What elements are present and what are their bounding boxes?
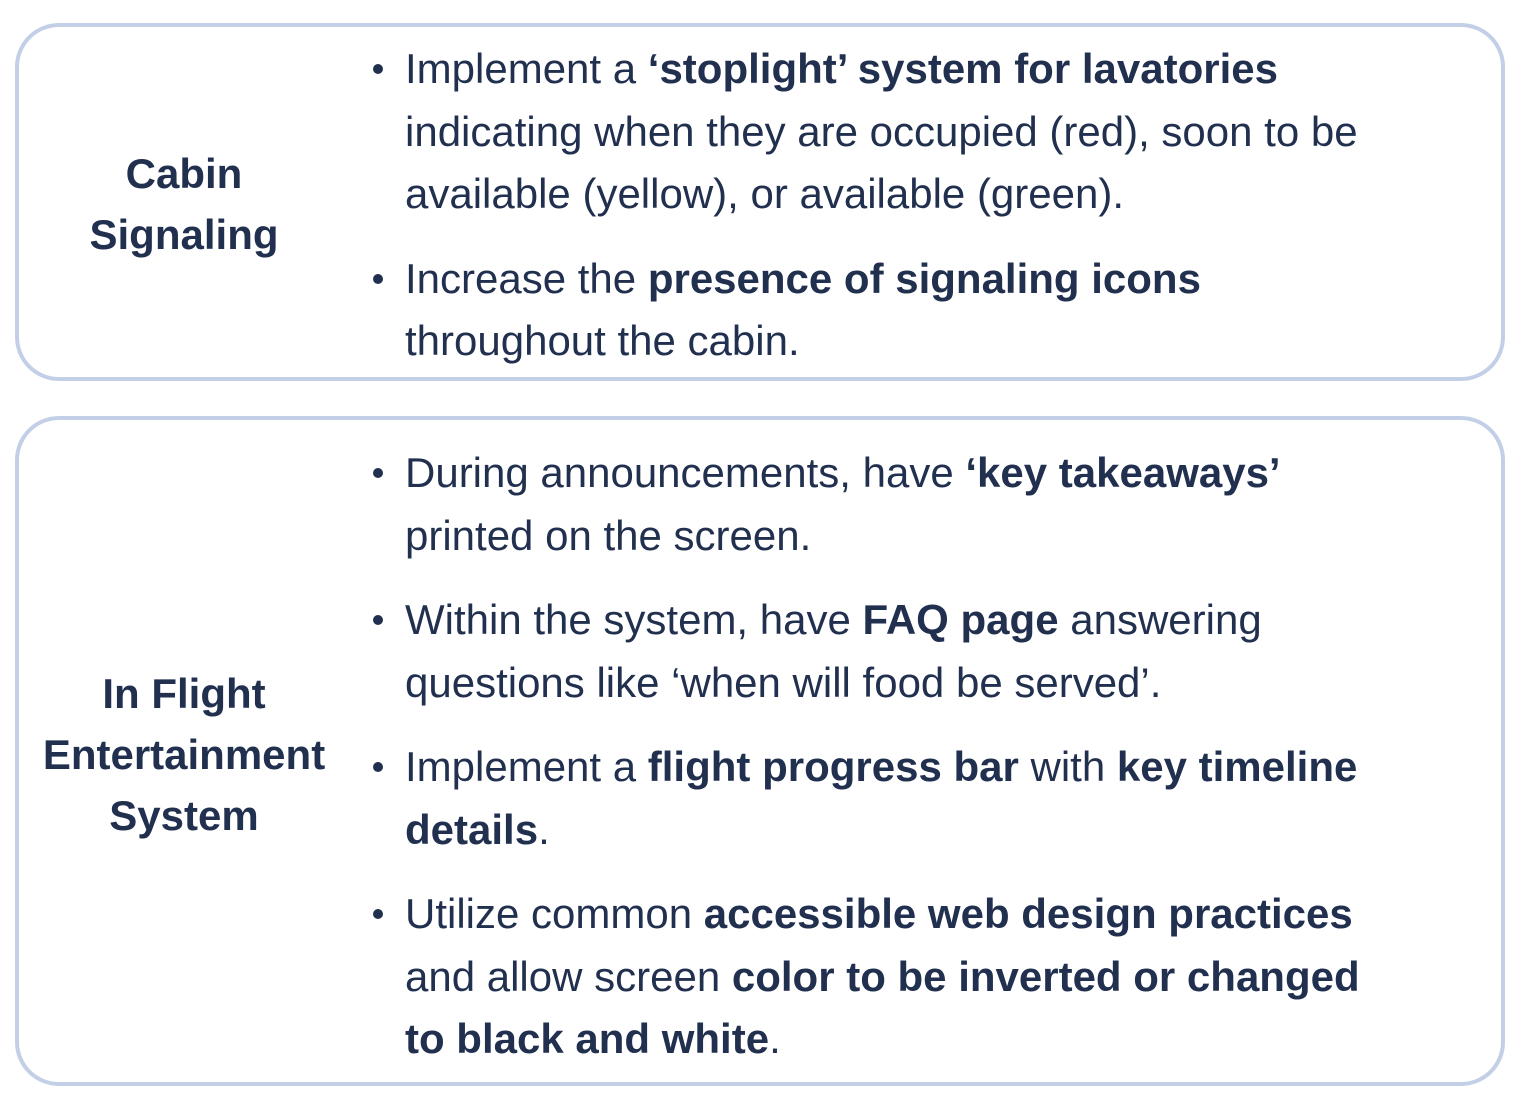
text-run: Implement a xyxy=(405,45,648,92)
card-title xyxy=(19,663,349,846)
bold-text-run: presence of signaling icons xyxy=(647,254,1201,302)
bullet-line xyxy=(405,799,1477,862)
bullet-list xyxy=(367,38,1477,373)
bullet-list xyxy=(367,442,1477,1071)
bullet-line xyxy=(405,310,1477,373)
bold-text-run: accessible web design practices xyxy=(703,890,1353,937)
text-run: . xyxy=(538,805,550,853)
bullet-line xyxy=(405,248,1477,311)
bullet-line xyxy=(405,883,1477,946)
bullet-item xyxy=(367,736,1477,861)
bullet-line xyxy=(405,505,1477,568)
bullet-item xyxy=(367,883,1477,1071)
bold-text-run: ‘stoplight’ system for lavatories xyxy=(647,45,1278,92)
text-run: Implement a xyxy=(405,743,648,790)
text-run: indicating when they are occupied (red), soon to be xyxy=(405,107,1358,155)
title-line: Cabin xyxy=(125,150,243,197)
bold-text-run: FAQ page xyxy=(862,596,1059,643)
bold-text-run: color to be inverted or changed xyxy=(731,952,1360,1000)
bullet-item xyxy=(367,248,1477,373)
text-run: answering xyxy=(1058,596,1262,643)
bold-text-run: key timeline xyxy=(1116,743,1358,790)
bullet-dot-icon xyxy=(373,615,383,625)
bullet-dot-icon xyxy=(373,274,383,284)
bullet-line xyxy=(405,38,1477,101)
bold-text-run: flight progress bar xyxy=(647,743,1019,790)
text-run: Increase the xyxy=(405,254,648,302)
bullet-dot-icon xyxy=(373,909,383,919)
text-run: questions like ‘when will food be served’. xyxy=(405,658,1162,706)
bullet-dot-icon xyxy=(373,468,383,478)
bold-text-run: details xyxy=(405,805,539,853)
bullet-line xyxy=(405,163,1477,226)
text-run: throughout the cabin. xyxy=(405,317,800,364)
in-flight-entertainment-card xyxy=(15,416,1505,1086)
title-line: Entertainment xyxy=(42,731,326,778)
bullet-dot-icon xyxy=(373,64,383,74)
text-run: . xyxy=(769,1015,781,1062)
bullet-item xyxy=(367,442,1477,567)
bullet-line xyxy=(405,1008,1477,1071)
text-run: During announcements, have xyxy=(405,449,966,496)
text-run: available (yellow), or available (green). xyxy=(405,170,1125,217)
bullet-line xyxy=(405,946,1477,1009)
bold-text-run: to black and white xyxy=(405,1015,770,1062)
bullet-line xyxy=(405,101,1477,164)
bullet-line xyxy=(405,589,1477,652)
bullet-item xyxy=(367,589,1477,714)
bullet-line xyxy=(405,442,1477,505)
text-run: Utilize common xyxy=(405,890,704,937)
text-run: printed on the screen. xyxy=(405,511,812,559)
text-run: and allow screen xyxy=(405,952,732,1000)
bold-text-run: ‘key takeaways’ xyxy=(965,449,1281,496)
text-run: with xyxy=(1018,743,1117,790)
bullet-item xyxy=(367,38,1477,226)
text-run: Within the system, have xyxy=(405,596,863,643)
cabin-signaling-card xyxy=(15,23,1505,381)
bullet-line xyxy=(405,652,1477,715)
card-title xyxy=(19,143,349,265)
bullet-dot-icon xyxy=(373,762,383,772)
title-line: Signaling xyxy=(89,211,279,258)
title-line: System xyxy=(109,792,259,839)
title-line: In Flight xyxy=(102,670,266,717)
bullet-line xyxy=(405,736,1477,799)
